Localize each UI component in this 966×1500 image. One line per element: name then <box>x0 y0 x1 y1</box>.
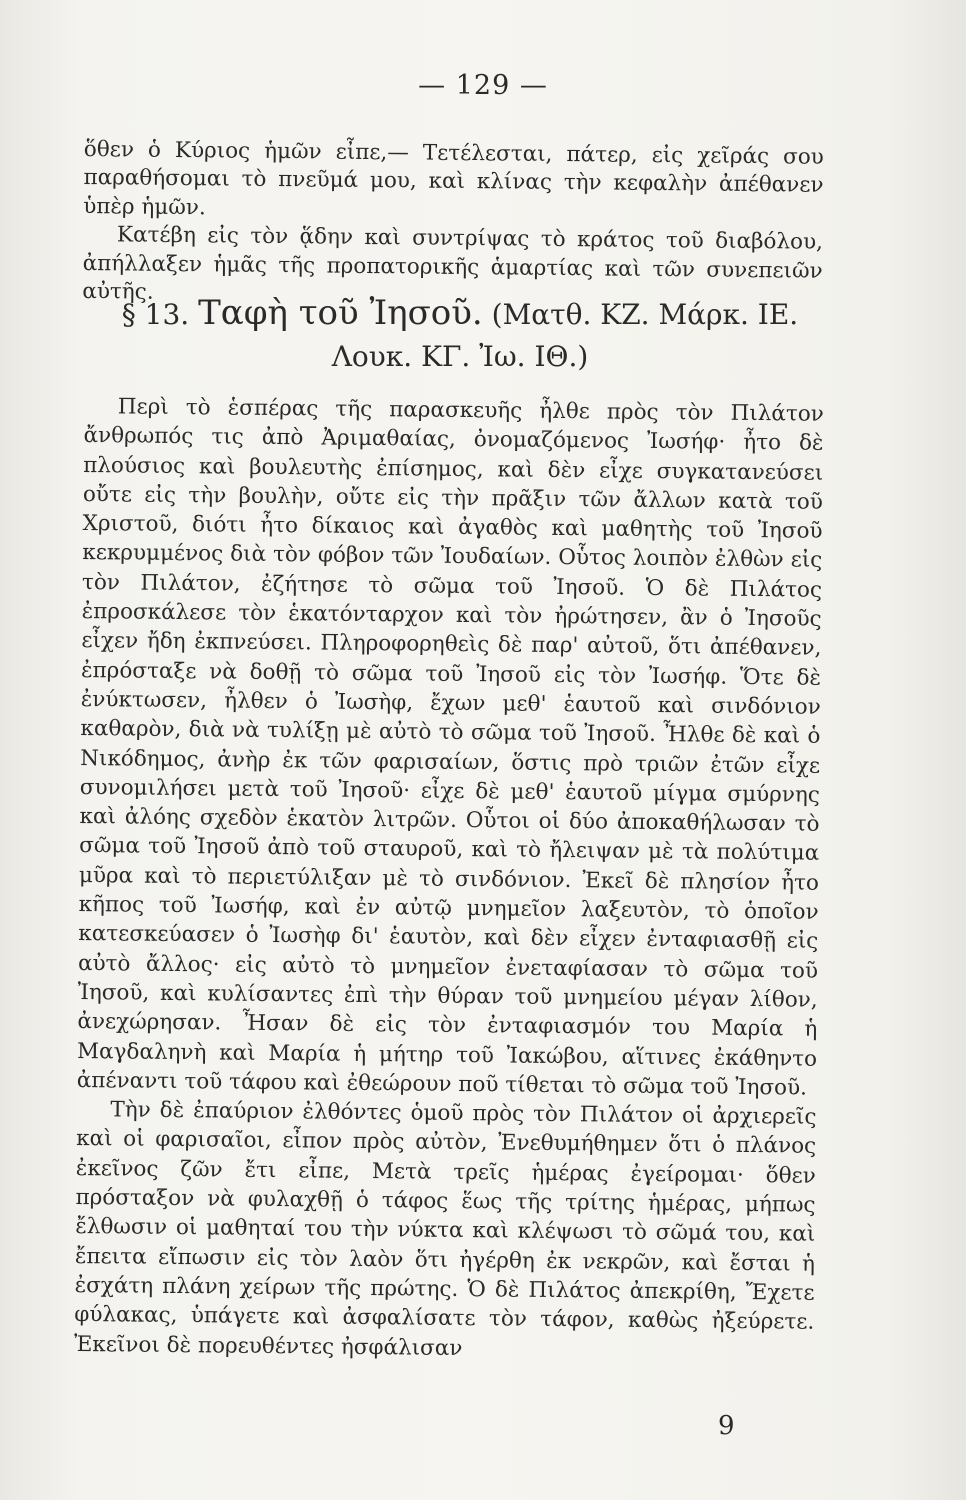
intro-paragraph: Κατέβη εἰς τὸν ᾅδην καὶ συντρίψας τὸ κράτος τοῦ διαβόλου, ἀπήλλαξεν ἡμᾶς τῆς προπατορικῆς ἁμαρτίας καὶ τῶν συνεπειῶν αὐτῆς. <box>82 222 824 305</box>
section-references-2: Λουκ. ΚΓ. Ἰω. ΙΘ.) <box>331 340 589 373</box>
signature-mark: 9 <box>718 1411 735 1441</box>
body-paragraph: Περὶ τὸ ἑσπέρας τῆς παρασκευῆς ἦλθε πρὸς τὸν Πιλάτον ἄνθρωπός τις ἀπὸ Ἀριμαθαίας, ὀνομαζόμενος Ἰωσήφ· ἦτο δὲ πλούσιος καὶ βουλευτὴς ἐπίσημος, καὶ δὲν εἶχε συγκατανεύσει οὔτε εἰς τὴν βουλὴν, οὔτε εἰς τὴν πρᾶξιν τῶν ἄλλων κατὰ τοῦ Χριστοῦ, διότι ἦτο δίκαιος καὶ ἀγαθὸς καὶ μαθητὴς τοῦ Ἰησοῦ κεκρυμμένος διὰ τὸν φόβον τῶν Ἰουδαίων. Οὗτος λοιπὸν ἐλθὼν εἰς τὸν Πιλάτον, ἐζήτησε τὸ σῶμα τοῦ Ἰησοῦ. Ὁ δὲ Πιλάτος ἐπροσκάλεσε τὸν ἑκατόνταρχον καὶ τὸν ἠρώτησεν, ἂν ὁ Ἰησοῦς εἶχεν ἤδη ἐκπνεύσει. Πληροφορηθεὶς δὲ παρ' αὐτοῦ, ὅτι ἀπέθανεν, ἐπρόσταξε νὰ δοθῇ τὸ σῶμα τοῦ Ἰησοῦ εἰς τὸν Ἰωσήφ. Ὅτε δὲ ἐνύκτωσεν, ἦλθεν ὁ Ἰωσὴφ, ἔχων μεθ' ἑαυτοῦ καὶ σινδόνιον καθαρὸν, διὰ νὰ τυλίξῃ μὲ αὐτὸ τὸ σῶμα τοῦ Ἰησοῦ. Ἦλθε δὲ καὶ ὁ Νικόδημος, ἀνὴρ ἐκ τῶν φαρισαίων, ὅστις πρὸ τριῶν ἐτῶν εἶχε συνομιλήσει μετὰ τοῦ Ἰησοῦ· εἶχε δὲ μεθ' ἑαυτοῦ μίγμα σμύρνης καὶ ἀλόης σχεδὸν ἑκατὸν λιτρῶν. Οὗτοι οἱ δύο ἀποκαθήλωσαν τὸ σῶμα τοῦ Ἰησοῦ ἀπὸ τοῦ σταυροῦ, καὶ τὸ ἤλειψαν μὲ τὰ πολύτιμα μῦρα καὶ τὸ περιετύλιξαν μὲ τὸ σινδόνιον. Ἐκεῖ δὲ πλησίον ἦτο κῆπος τοῦ Ἰωσήφ, καὶ ἐν αὐτῷ μνημεῖον λαξευτὸν, τὸ ὁποῖον κατεσκεύασεν ὁ Ἰωσὴφ δι' ἑαυτὸν, καὶ δὲν εἶχεν ἐνταφιασθῇ εἰς αὐτὸ ἄλλος· εἰς αὐτὸ τὸ μνημεῖον ἐνεταφίασαν τὸ σῶμα τοῦ Ἰησοῦ, καὶ κυλίσαντες ἐπὶ τὴν θύραν τοῦ μνημείου μέγαν λίθον, ἀνεχώρησαν. Ἦσαν δὲ εἰς τὸν ἐνταφιασμόν του Μαρία ἡ Μαγδαληνὴ καὶ Μαρία ἡ μήτηρ τοῦ Ἰακώβου, αἵτινες ἐκάθηντο ἀπέναντι τοῦ τάφου καὶ ἐθεώρουν ποῦ τίθεται τὸ σῶμα τοῦ Ἰησοῦ. <box>76 394 824 1101</box>
section-references-1: (Ματθ. ΚΖ. Μάρκ. ΙΕ. <box>491 298 799 331</box>
section-title: Ταφὴ τοῦ Ἰησοῦ. <box>198 293 483 333</box>
section-heading-line-1 <box>110 292 810 336</box>
body-paragraph: Τὴν δὲ ἐπαύριον ἐλθόντες ὁμοῦ πρὸς τὸν Πιλάτον οἱ ἀρχιερεῖς καὶ οἱ φαρισαῖοι, εἶπον πρὸς αὐτὸν, Ἐνεθυμήθημεν ὅτι ὁ πλάνος ἐκεῖνος ζῶν ἔτι εἶπε, Μετὰ τρεῖς ἡμέρας ἐγείρομαι· ὅθεν πρόσταξον νὰ φυλαχθῇ ὁ τάφος ἕως τῆς τρίτης ἡμέρας, μήπως ἔλθωσιν οἱ μαθηταί του τὴν νύκτα καὶ κλέψωσι τὸ σῶμά του, καὶ ἔπειτα εἴπωσιν εἰς τὸν λαὸν ὅτι ἠγέρθη ἐκ νεκρῶν, καὶ ἔσται ἡ ἐσχάτη πλάνη χείρων τῆς πρώτης. Ὁ δὲ Πιλάτος ἀπεκρίθη, Ἔχετε φύλακας, ὑπάγετε καὶ ἀσφαλίσατε τὸν τάφον, καθὼς ἠξεύρετε. Ἐκεῖνοι δὲ πορευθέντες ἠσφάλισαν <box>73 1097 817 1361</box>
body-text <box>74 392 824 1366</box>
section-heading <box>110 292 810 378</box>
intro-text <box>82 136 824 314</box>
page-number: — 129 — <box>418 70 548 101</box>
intro-paragraph: ὅθεν ὁ Κύριος ἡμῶν εἶπε,— Τετέλεσται, πάτερ, εἰς χεῖράς σου παραθήσομαι τὸ πνεῦμά μου, καὶ κλίνας τὴν κεφαλὴν ἀπέθανεν ὑπὲρ ἡμῶν. <box>83 136 824 221</box>
section-number: § 13. <box>121 298 190 331</box>
